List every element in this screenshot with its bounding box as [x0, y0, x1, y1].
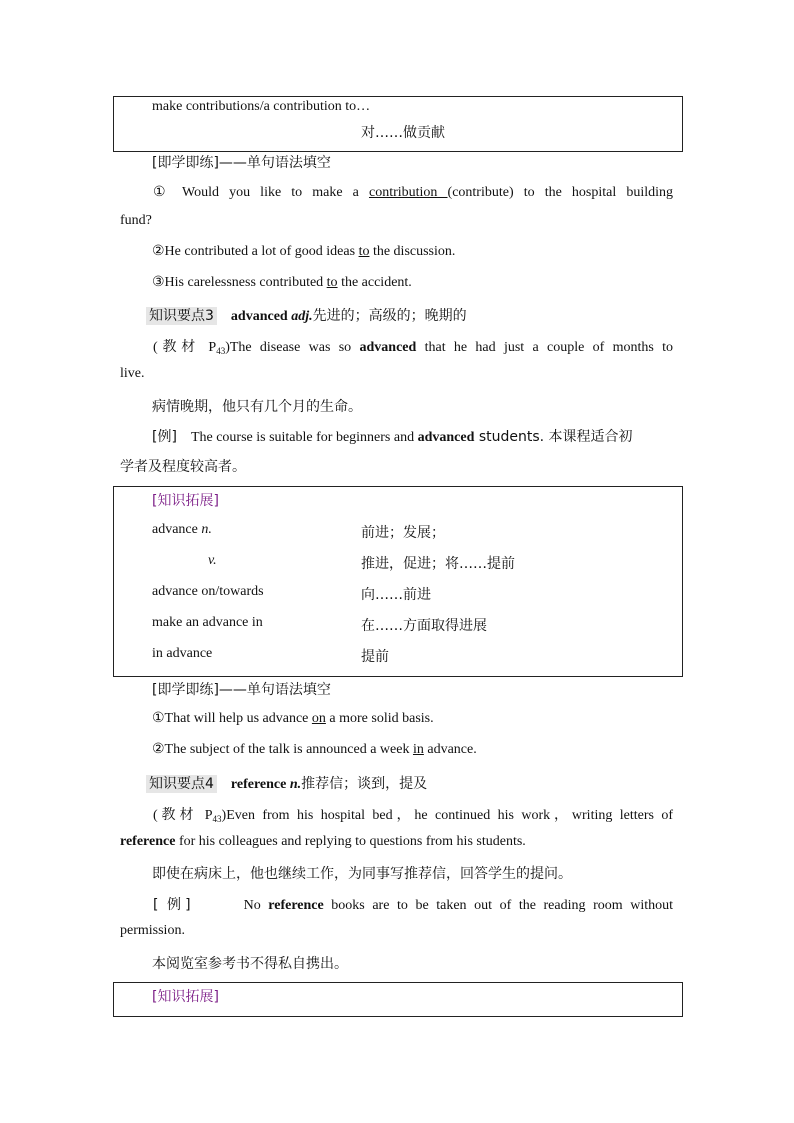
- point-word: reference: [230, 777, 287, 792]
- exercise-answer: on: [311, 711, 326, 726]
- example-translation: 本阅览室参考书不得私自携出。: [152, 956, 348, 972]
- point-meaning: 先进的；高级的；晚期的: [312, 308, 467, 324]
- point-tag: 知识要点4: [146, 775, 217, 793]
- translation: 即使在病床上，他也继续工作，为同事写推荐信，回答学生的提问。: [152, 866, 572, 882]
- sentence-continuation: [120, 834, 526, 850]
- exercise-text: ②The subject of the talk is announced a week: [152, 742, 413, 757]
- exercise-text: ②He contributed a lot of good ideas: [152, 244, 359, 259]
- exercise-text: ① Would you like to make a: [153, 185, 369, 200]
- extension-meaning: 向……前进: [361, 587, 431, 603]
- extension-phrase: make an advance in: [152, 615, 263, 630]
- source-page: 43: [216, 346, 226, 356]
- keyword: advanced: [417, 430, 475, 445]
- exercise-text: a more solid basis.: [325, 711, 434, 726]
- extension-phrase: advance on/towards: [152, 584, 264, 599]
- exercise-text: ③His carelessness contributed: [152, 275, 327, 290]
- extension-pos: n.: [201, 522, 212, 537]
- keyword: reference: [268, 898, 324, 913]
- extension-pos: v.: [208, 553, 217, 568]
- example-sentence: [153, 894, 673, 914]
- source-page: 43: [212, 814, 222, 824]
- sentence-text: that he had just a couple of months to: [416, 340, 674, 355]
- source-ref: (教材 P: [153, 340, 217, 355]
- exercise-item: [153, 184, 673, 201]
- keyword: advanced: [359, 340, 417, 355]
- point-meaning: 推荐信；谈到，提及: [301, 776, 428, 792]
- keyword: reference: [120, 834, 176, 849]
- practice-header: [即学即练]——单句语法填空: [152, 682, 331, 698]
- exercise-item: [152, 274, 412, 291]
- example-text: books are to be taken out of the reading room without: [323, 898, 673, 913]
- extension-title: [知识拓展]: [152, 493, 219, 509]
- point-pos: n.: [289, 777, 302, 792]
- sentence-text: )The disease was so: [225, 340, 360, 355]
- knowledge-point-heading: [146, 773, 427, 793]
- exercise-item: [152, 710, 434, 727]
- extension-meaning: 提前: [361, 649, 389, 665]
- phrase-meaning: 对……做贡献: [361, 125, 445, 141]
- example-text: The course is suitable for beginners and: [190, 430, 418, 445]
- textbook-sentence: [153, 336, 673, 356]
- exercise-text: the accident.: [337, 275, 412, 290]
- point-tag: 知识要点3: [146, 307, 217, 325]
- exercise-text: the discussion.: [369, 244, 456, 259]
- extension-title: [知识拓展]: [152, 989, 219, 1005]
- source-ref: (教材 P: [153, 808, 213, 823]
- point-pos: adj.: [291, 309, 313, 324]
- textbook-sentence: [153, 804, 673, 824]
- example-sentence: [152, 426, 633, 446]
- exercise-continuation: fund?: [120, 213, 152, 228]
- exercise-answer: to: [326, 275, 338, 290]
- example-label: [例]: [152, 429, 177, 445]
- example-continuation: 学者及程度较高者。: [120, 459, 246, 475]
- knowledge-point-heading: [146, 305, 467, 325]
- sentence-continuation: live.: [120, 366, 145, 381]
- example-label: [ 例]: [153, 897, 191, 913]
- point-word: advanced: [230, 309, 288, 324]
- exercise-answer: in: [412, 742, 424, 757]
- practice-header: [即学即练]——单句语法填空: [152, 155, 331, 171]
- extension-phrase: in advance: [152, 646, 213, 661]
- exercise-text: advance.: [423, 742, 477, 757]
- phrase-text: make contributions/a contribution to…: [152, 99, 371, 114]
- extension-phrase: advance: [152, 522, 202, 537]
- example-text: No: [243, 898, 269, 913]
- exercise-text: (contribute) to the hospital building: [447, 185, 674, 200]
- extension-row: [152, 522, 212, 538]
- extension-meaning: 在……方面取得进展: [361, 618, 487, 634]
- exercise-answer: contribution: [368, 185, 448, 200]
- extension-meaning: 推进，促进；将……提前: [361, 556, 515, 572]
- exercise-text: ①That will help us advance: [152, 711, 312, 726]
- translation: 病情晚期，他只有几个月的生命。: [152, 399, 362, 415]
- exercise-item: [152, 741, 477, 758]
- sentence-text: for his colleagues and replying to questions from his students.: [175, 834, 526, 849]
- sentence-text: )Even from his hospital bed，he continued his work，writing letters of: [221, 808, 673, 823]
- example-text: students. 本课程适合初: [474, 429, 633, 445]
- extension-meaning: 前进；发展；: [361, 525, 445, 541]
- example-continuation: permission.: [120, 923, 185, 938]
- exercise-item: [152, 243, 455, 260]
- exercise-answer: to: [358, 244, 370, 259]
